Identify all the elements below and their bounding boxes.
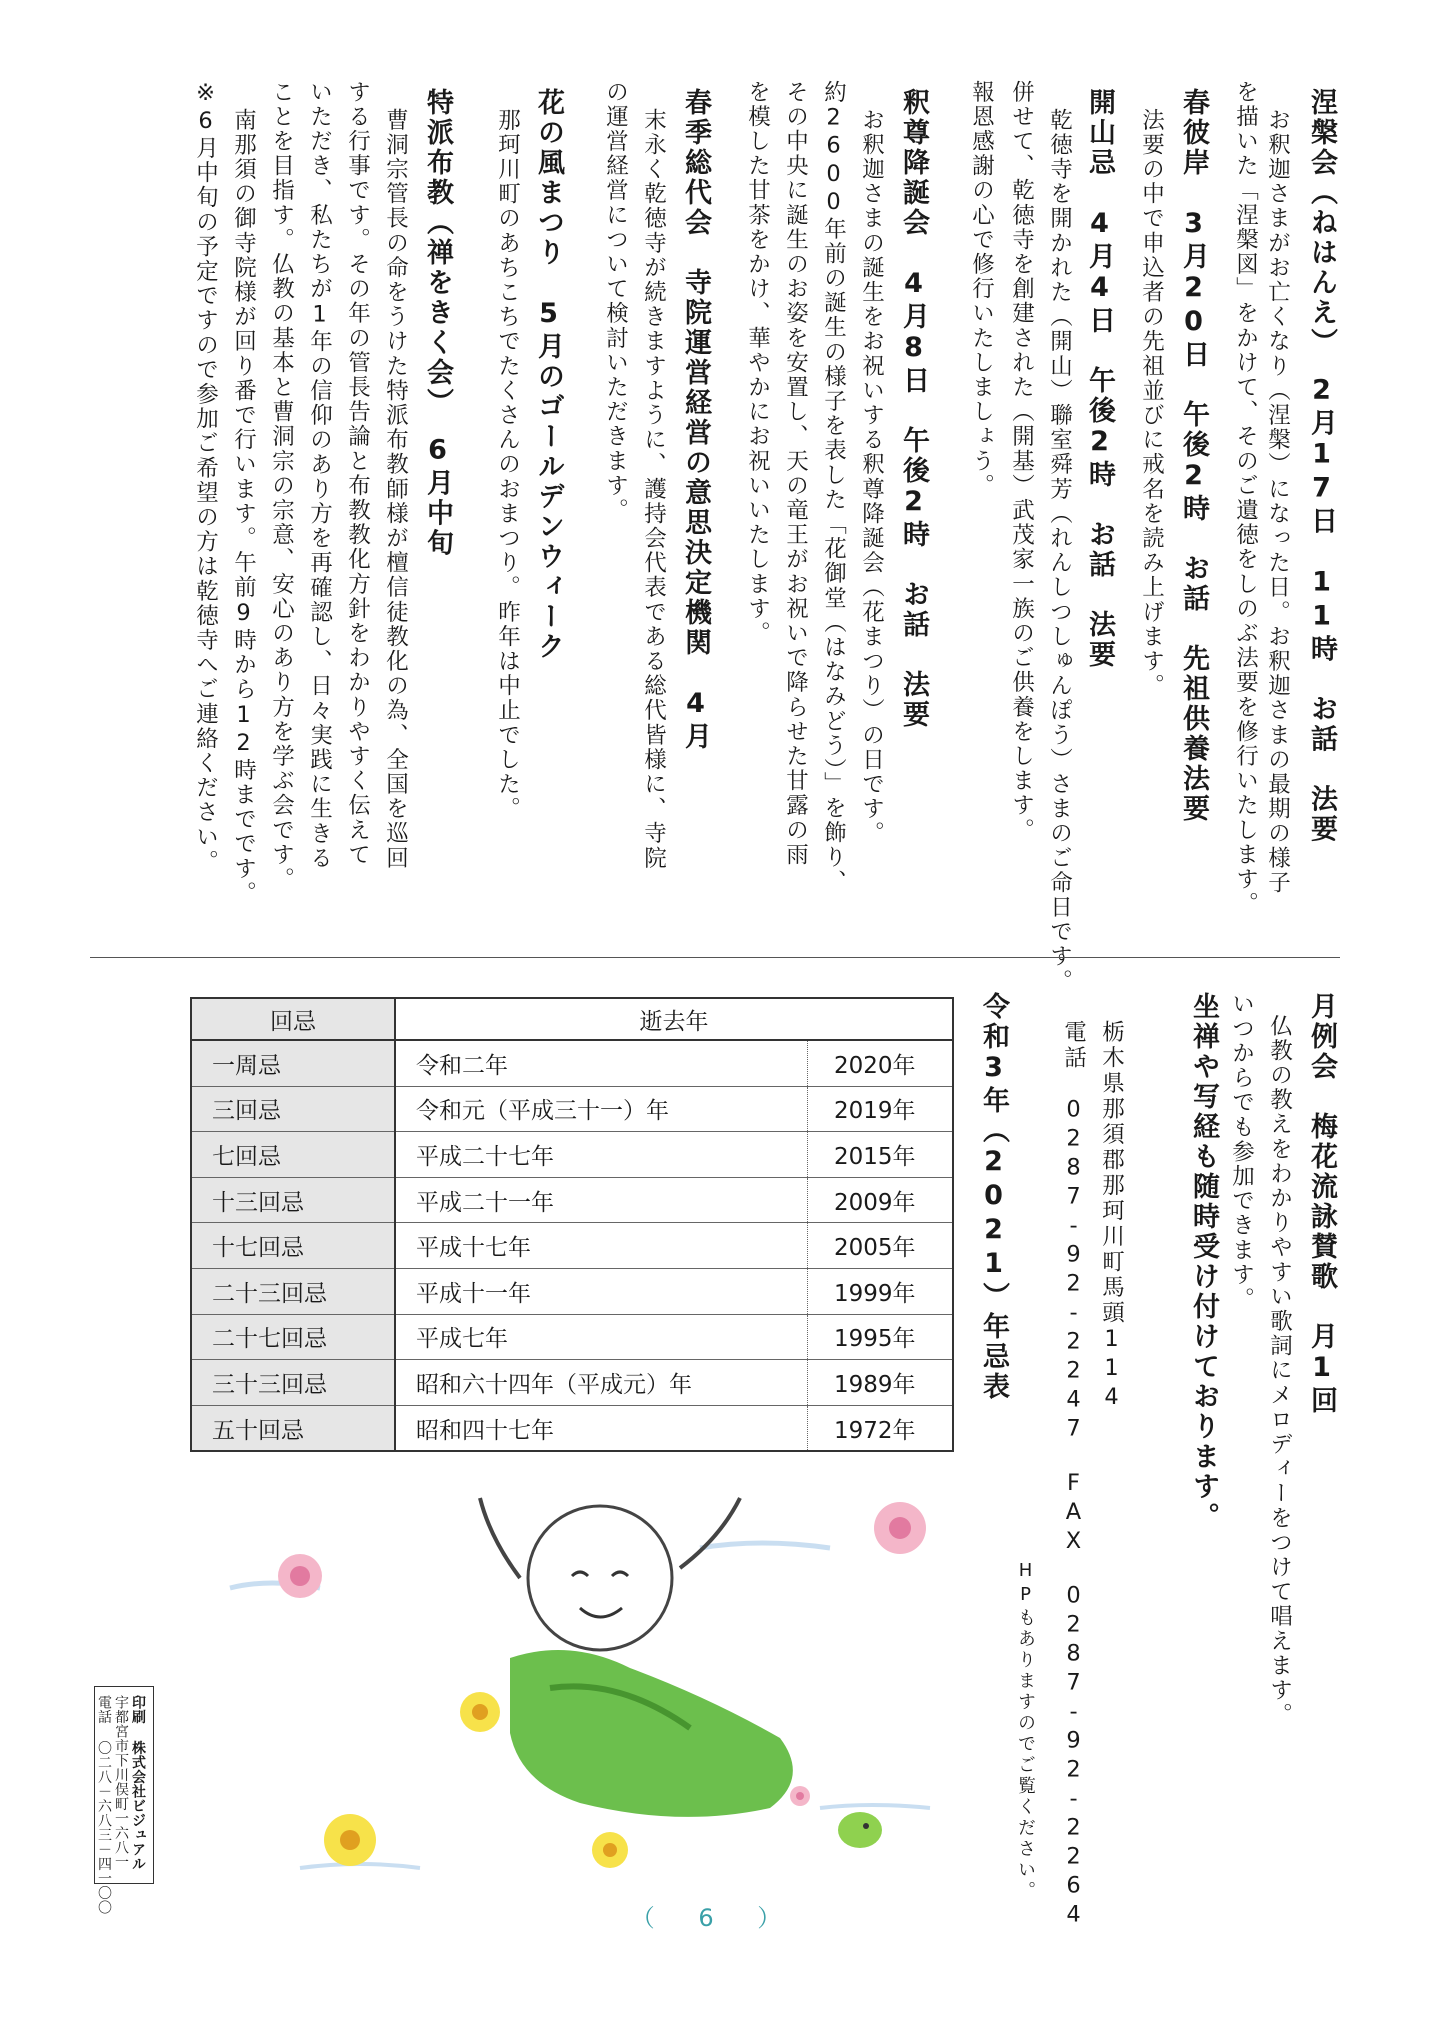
event-heading-shunki: 春季総代会 寺院運営経営の意思決定機関 4月 xyxy=(680,88,711,752)
kaiki-cell: 五十回忌 xyxy=(191,1405,395,1451)
yellow-flower xyxy=(592,1832,628,1868)
event-text: 併せて、乾徳寺を創建された（開基）武茂家一族のご供養をします。 xyxy=(1008,80,1035,843)
kaiki-cell: 十三回忌 xyxy=(191,1177,395,1223)
event-heading-kaisan: 開山忌 4月4日 午後2時 お話 法要 xyxy=(1084,88,1115,670)
printer-name: 印刷 株式会社ビジュアル xyxy=(130,1695,146,1871)
era-year-cell: 平成十一年 xyxy=(395,1268,808,1314)
section-divider xyxy=(90,957,1340,958)
event-text: 南那須の御寺院様が回り番で行います。午前9時から12時までです。 xyxy=(230,108,257,906)
year-cell: 2019年 xyxy=(808,1086,954,1132)
table-row xyxy=(191,1360,953,1406)
right-arm xyxy=(680,1498,740,1568)
page-number: （ 6 ） xyxy=(630,1904,800,1932)
era-year-cell: 昭和六十四年（平成元）年 xyxy=(395,1360,808,1406)
year-cell: 2009年 xyxy=(808,1177,954,1223)
year-cell: 1989年 xyxy=(808,1360,954,1406)
event-text: の運営経営について検討いただきます。 xyxy=(602,80,629,523)
baby-monk-illustration xyxy=(220,1478,960,1888)
nenki-table-title: 令和3年（2021）年忌表 xyxy=(978,992,1009,1402)
era-year-cell: 平成十七年 xyxy=(395,1223,808,1269)
era-year-cell: 平成二十一年 xyxy=(395,1177,808,1223)
baby-head xyxy=(528,1506,672,1650)
event-text: を模した甘茶をかけ、華やかにお祝いいたします。 xyxy=(744,80,771,646)
era-year-cell: 平成二十七年 xyxy=(395,1132,808,1178)
printer-address: 宇都宮市下川俣町一六八一 xyxy=(113,1695,129,1869)
year-cell: 1972年 xyxy=(808,1405,954,1451)
event-text: する行事です。その年の管長告論と布教教化方針をわかりやすく伝えて xyxy=(344,80,371,868)
event-text: 法要の中で申込者の先祖並びに戒名を読み上げます。 xyxy=(1138,108,1165,699)
table-row xyxy=(191,1223,953,1269)
year-cell: 1995年 xyxy=(808,1314,954,1360)
event-heading-higan: 春彼岸 3月20日 午後2時 お話 先祖供養法要 xyxy=(1178,88,1209,824)
year-cell: 1999年 xyxy=(808,1268,954,1314)
year-cell: 2005年 xyxy=(808,1223,954,1269)
pink-flower xyxy=(278,1554,322,1598)
zazen-notice: 坐禅や写経も随時受け付けております。 xyxy=(1188,992,1219,1532)
kaiki-cell: 七回忌 xyxy=(191,1132,395,1178)
printer-phone: 電話 〇二八－六八三－四一〇〇 xyxy=(96,1695,112,1915)
homepage-note: HPもありますのでご覧ください。 xyxy=(1015,1560,1036,1902)
print-credit xyxy=(94,1686,154,1915)
event-text: 報恩感謝の心で修行いたしましょう。 xyxy=(968,80,995,499)
table-header-row xyxy=(191,998,953,1040)
left-arm xyxy=(480,1498,520,1578)
era-year-cell: 昭和四十七年 xyxy=(395,1405,808,1451)
pink-flower xyxy=(874,1502,926,1554)
event-heading-shaka: 釈尊降誕会 4月8日 午後2時 お話 法要 xyxy=(898,88,929,730)
monthly-text: いつからでも参加できます。 xyxy=(1228,992,1255,1312)
yellow-flower xyxy=(460,1692,500,1732)
event-text: ことを目指す。仏教の基本と曹洞宗の宗意、安心のあり方を学ぶ会です。 xyxy=(268,80,295,892)
temple-phone-fax: 電話 0287-92-2247 FAX 0287-92-2264 xyxy=(1060,1020,1087,1931)
column-header-seikyonen: 逝去年 xyxy=(395,998,953,1040)
monthly-heading: 月例会 梅花流詠賛歌 月1回 xyxy=(1306,992,1337,1416)
event-text: 末永く乾徳寺が続きますように、護持会代表である総代皆様に、寺院 xyxy=(640,108,667,871)
kaiki-cell: 二十七回忌 xyxy=(191,1314,395,1360)
table-row xyxy=(191,1040,953,1086)
event-heading-nehan: 涅槃会（ねはんえ） 2月17日 11時 お話 法要 xyxy=(1306,88,1337,845)
event-text: お釈迦さまの誕生をお祝いする釈尊降誕会（花まつり）の日です。 xyxy=(858,108,885,846)
table-row xyxy=(191,1314,953,1360)
table-row xyxy=(191,1132,953,1178)
table-row xyxy=(191,1405,953,1451)
pink-flower xyxy=(790,1786,810,1806)
event-text: 那珂川町のあちこちでたくさんのおまつり。昨年は中止でした。 xyxy=(494,108,521,822)
event-text: 曹洞宗管長の命をうけた特派布教師様が檀信徒教化の為、全国を巡回 xyxy=(382,108,409,871)
era-year-cell: 令和元（平成三十一）年 xyxy=(395,1086,808,1132)
kaiki-cell: 十七回忌 xyxy=(191,1223,395,1269)
event-text: いただき、私たちが1年の信仰のあり方を再確認し、日々実践に生きる xyxy=(306,80,333,871)
event-text: お釈迦さまがお亡くなり（涅槃）になった日。お釈迦さまの最期の様子 xyxy=(1264,108,1291,896)
event-text-note: ※6月中旬の予定ですので参加ご希望の方は乾徳寺へご連絡ください。 xyxy=(192,80,219,875)
event-text: その中央に誕生のお姿を安置し、天の竜王がお祝いで降らせた甘露の雨 xyxy=(782,80,809,868)
nenki-table xyxy=(190,997,954,1452)
era-year-cell: 令和二年 xyxy=(395,1040,808,1086)
kaiki-cell: 二十三回忌 xyxy=(191,1268,395,1314)
temple-address: 栃木県那須郡那珂川町馬頭114 xyxy=(1098,1020,1125,1413)
table-row xyxy=(191,1268,953,1314)
year-cell: 2020年 xyxy=(808,1040,954,1086)
yellow-flower xyxy=(324,1814,376,1866)
event-text: を描いた「涅槃図」をかけて、そのご遺徳をしのぶ法要を修行いたします。 xyxy=(1232,80,1259,917)
event-text: 約2600年前の誕生の様子を表した「花御堂（はなみどう）」を飾り、 xyxy=(820,80,847,895)
green-bird xyxy=(838,1812,882,1848)
table-row xyxy=(191,1177,953,1223)
column-header-kaiki: 回忌 xyxy=(191,998,395,1040)
kaiki-cell: 三十三回忌 xyxy=(191,1360,395,1406)
event-heading-hana: 花の風まつり 5月のゴールデンウィーク xyxy=(533,88,564,662)
table-row xyxy=(191,1086,953,1132)
kaiki-cell: 三回忌 xyxy=(191,1086,395,1132)
event-heading-tokuha: 特派布教（禅をきく会） 6月中旬 xyxy=(422,88,453,559)
event-text: 乾徳寺を開かれた（開山）聯室舜芳（れんしつしゅんぽう）さまのご命日です。 xyxy=(1046,108,1073,994)
year-cell: 2015年 xyxy=(808,1132,954,1178)
monthly-text: 仏教の教えをわかりやすい歌詞にメロディーをつけて唱えます。 xyxy=(1266,1014,1293,1728)
era-year-cell: 平成七年 xyxy=(395,1314,808,1360)
green-robe xyxy=(510,1650,793,1817)
kaiki-cell: 一周忌 xyxy=(191,1040,395,1086)
